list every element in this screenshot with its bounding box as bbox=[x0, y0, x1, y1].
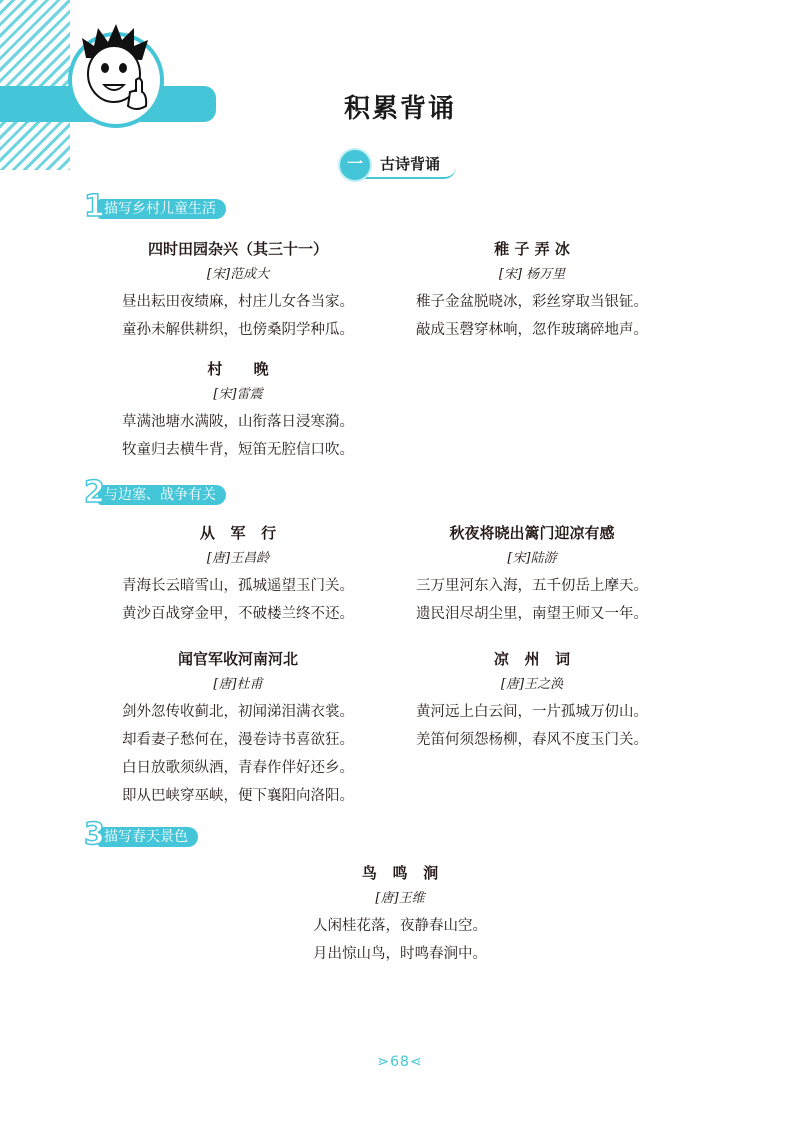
page-number-right-ornament: ⋖ bbox=[409, 1054, 423, 1070]
poem-title: 秋夜将晓出篱门迎凉有感 bbox=[449, 524, 615, 542]
poem-author: [唐]王之涣 bbox=[500, 677, 564, 692]
poem-line: 遗民泪尽胡尘里，南望王师又一年。 bbox=[416, 606, 648, 622]
poem-line: 昼出耘田夜绩麻，村庄儿女各当家。 bbox=[122, 294, 354, 310]
poem-niao-ming-jian bbox=[250, 860, 550, 968]
category-label: 描写乡村儿童生活 bbox=[98, 199, 226, 219]
category-number: 3 bbox=[84, 817, 105, 852]
poem-title: 四时田园杂兴（其三十一） bbox=[147, 240, 328, 258]
poem-title: 从 军 行 bbox=[199, 524, 277, 542]
poem-cong-jun-xing bbox=[88, 520, 388, 628]
decorative-stripes bbox=[0, 0, 70, 170]
poem-author: [宋] 杨万里 bbox=[498, 267, 566, 282]
poem-line: 人闲桂花落，夜静春山空。 bbox=[313, 918, 487, 934]
poem-liang-zhou-ci bbox=[382, 646, 682, 754]
category-label: 与边塞、战争有关 bbox=[98, 485, 226, 505]
poem-qiu-ye-jiang-xiao bbox=[382, 520, 682, 628]
poem-line: 白日放歌须纵酒，青春作伴好还乡。 bbox=[122, 760, 354, 776]
page-title: 积累背诵 bbox=[343, 94, 456, 124]
poem-line: 即从巴峡穿巫峡，便下襄阳向洛阳。 bbox=[122, 788, 354, 804]
poem-author: [唐]杜甫 bbox=[213, 677, 263, 692]
poem-line: 青海长云暗雪山，孤城遥望玉门关。 bbox=[122, 578, 354, 594]
category-number: 2 bbox=[84, 475, 105, 510]
poem-title: 鸟 鸣 涧 bbox=[361, 864, 439, 882]
poem-line: 黄沙百战穿金甲，不破楼兰终不还。 bbox=[122, 606, 354, 622]
poem-line: 敲成玉磬穿林响，忽作玻璃碎地声。 bbox=[416, 322, 648, 338]
poem-line: 却看妻子愁何在，漫卷诗书喜欲狂。 bbox=[122, 732, 354, 748]
poem-line: 草满池塘水满陂，山衔落日浸寒漪。 bbox=[122, 414, 354, 430]
category-number: 1 bbox=[84, 189, 105, 224]
poem-wen-guan-jun bbox=[88, 646, 388, 810]
poem-line: 童孙未解供耕织，也傍桑阴学种瓜。 bbox=[122, 322, 354, 338]
poem-line: 黄河远上白云间，一片孤城万仞山。 bbox=[416, 704, 648, 720]
poem-cun-wan bbox=[88, 356, 388, 464]
poem-line: 三万里河东入海，五千仞岳上摩天。 bbox=[416, 578, 648, 594]
poem-author: [宋]范成大 bbox=[206, 267, 270, 282]
poem-author: [唐]王昌龄 bbox=[206, 551, 270, 566]
poem-author: [宋]陆游 bbox=[507, 551, 557, 566]
poem-title: 闻官军收河南河北 bbox=[177, 650, 298, 668]
category-label: 描写春天景色 bbox=[98, 827, 198, 847]
page-number-left-ornament: ⋗ bbox=[377, 1054, 391, 1070]
poem-author: [唐]王维 bbox=[375, 891, 425, 906]
page-number-value: 68 bbox=[390, 1054, 410, 1070]
poem-line: 牧童归去横牛背，短笛无腔信口吹。 bbox=[122, 442, 354, 458]
poem-title: 稚 子 弄 冰 bbox=[494, 240, 570, 258]
subsection-label: 古诗背诵 bbox=[364, 153, 456, 179]
subsection-number: 一 bbox=[340, 150, 370, 180]
subsection-heading bbox=[340, 150, 460, 180]
poem-line: 羌笛何须怨杨柳，春风不度玉门关。 bbox=[416, 732, 648, 748]
poem-line: 稚子金盆脱晓冰，彩丝穿取当银钲。 bbox=[416, 294, 648, 310]
page-number bbox=[0, 1054, 800, 1070]
poem-title: 村 晚 bbox=[207, 360, 269, 378]
poem-si-shi-tian-yuan bbox=[88, 236, 388, 344]
poem-line: 月出惊山鸟，时鸣春涧中。 bbox=[313, 946, 487, 962]
poem-title: 凉 州 词 bbox=[493, 650, 571, 668]
poem-author: [宋]雷震 bbox=[213, 387, 263, 402]
poem-zhi-zi-nong-bing bbox=[382, 236, 682, 344]
poem-line: 剑外忽传收蓟北，初闻涕泪满衣裳。 bbox=[122, 704, 354, 720]
